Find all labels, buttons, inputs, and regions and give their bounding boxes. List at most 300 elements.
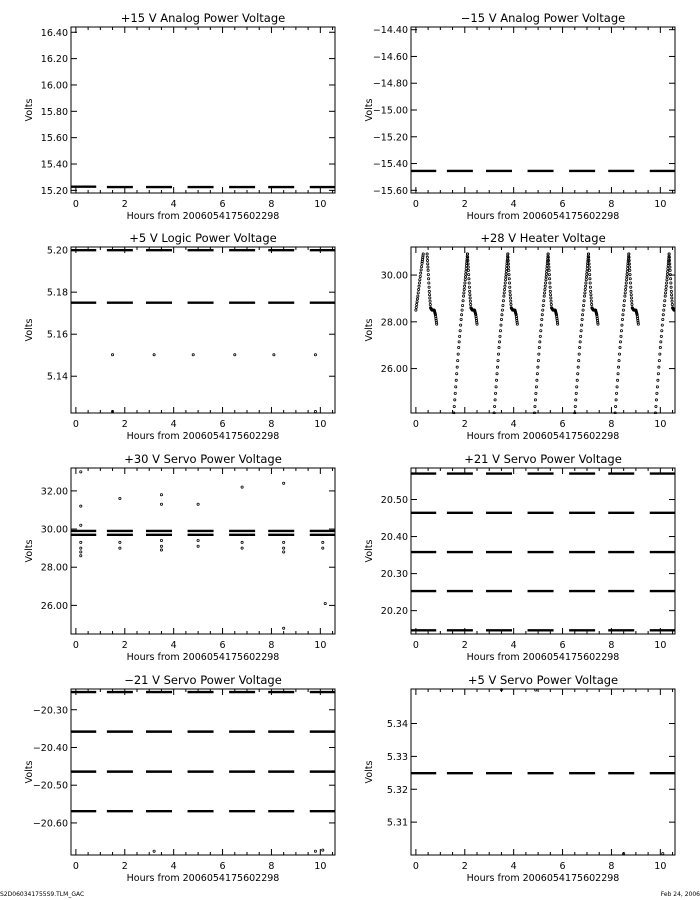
chart-title: +5 V Servo Power Voltage bbox=[467, 673, 619, 687]
data-point bbox=[460, 318, 462, 320]
y-tick-label: −20.40 bbox=[32, 742, 68, 754]
data-point bbox=[469, 297, 471, 299]
data-point bbox=[458, 341, 460, 343]
data-point bbox=[542, 304, 544, 306]
y-tick-label: 20.30 bbox=[380, 569, 408, 581]
data-point bbox=[670, 282, 672, 284]
data-point bbox=[160, 539, 162, 541]
data-point bbox=[324, 602, 326, 604]
chart-panel-2 bbox=[364, 11, 676, 222]
data-point bbox=[534, 399, 536, 401]
data-point bbox=[455, 379, 457, 381]
data-point bbox=[676, 313, 678, 315]
data-point bbox=[677, 319, 679, 321]
data-point bbox=[580, 335, 582, 337]
chart-title: +15 V Analog Power Voltage bbox=[120, 11, 286, 25]
data-point bbox=[466, 253, 468, 255]
x-tick-label: 2 bbox=[121, 640, 128, 651]
x-tick-label: 2 bbox=[461, 861, 468, 872]
data-point bbox=[671, 300, 673, 302]
data-point bbox=[578, 360, 580, 362]
data-point bbox=[422, 253, 424, 255]
data-point bbox=[670, 286, 672, 288]
data-point bbox=[426, 256, 428, 258]
x-tick-label: 8 bbox=[608, 640, 615, 651]
data-point bbox=[419, 279, 421, 281]
data-point bbox=[579, 346, 581, 348]
y-tick-label: −14.80 bbox=[372, 78, 408, 90]
data-point bbox=[314, 410, 316, 412]
data-point bbox=[283, 547, 285, 549]
data-point bbox=[499, 330, 501, 332]
footer-file-id: S2D060341755S9.TLM_GAC bbox=[0, 891, 85, 898]
data-point bbox=[507, 253, 509, 255]
x-tick-label: 4 bbox=[170, 640, 177, 651]
data-point bbox=[462, 295, 464, 297]
data-point bbox=[660, 335, 662, 337]
y-tick-label: 30.00 bbox=[380, 270, 408, 282]
data-point bbox=[468, 282, 470, 284]
y-tick-label: 5.31 bbox=[386, 817, 408, 829]
data-point bbox=[661, 324, 663, 326]
x-tick-label: 0 bbox=[412, 861, 419, 872]
data-point bbox=[676, 311, 678, 313]
data-point bbox=[470, 303, 472, 305]
data-point bbox=[622, 309, 624, 311]
data-point bbox=[657, 373, 659, 375]
data-point bbox=[508, 278, 510, 280]
x-tick-label: 6 bbox=[219, 199, 226, 210]
data-point bbox=[153, 850, 155, 852]
data-point bbox=[428, 290, 430, 292]
data-point bbox=[542, 309, 544, 311]
data-point bbox=[455, 386, 457, 388]
x-tick-label: 4 bbox=[170, 861, 177, 872]
y-axis-label: Volts bbox=[24, 318, 35, 342]
data-point bbox=[234, 354, 236, 356]
data-point bbox=[457, 353, 459, 355]
y-tick-label: 20.20 bbox=[380, 606, 408, 618]
y-tick-label: 20.40 bbox=[380, 532, 408, 544]
data-point bbox=[283, 551, 285, 553]
data-point bbox=[119, 547, 121, 549]
data-point bbox=[314, 354, 316, 356]
x-tick-label: 2 bbox=[121, 861, 128, 872]
y-axis-label: Volts bbox=[24, 98, 35, 122]
chart-title: −15 V Analog Power Voltage bbox=[460, 11, 626, 25]
y-tick-label: 28.00 bbox=[40, 562, 68, 574]
data-point bbox=[615, 392, 617, 394]
data-marks bbox=[70, 692, 336, 852]
data-point bbox=[495, 379, 497, 381]
data-point bbox=[660, 341, 662, 343]
data-point bbox=[655, 399, 657, 401]
x-tick-label: 10 bbox=[314, 419, 327, 430]
x-tick-label: 6 bbox=[219, 419, 226, 430]
data-point bbox=[465, 273, 467, 275]
data-point bbox=[615, 405, 617, 407]
data-point bbox=[535, 689, 537, 691]
data-point bbox=[624, 292, 626, 294]
data-point bbox=[505, 270, 507, 272]
x-tick-label: 0 bbox=[72, 861, 79, 872]
data-point bbox=[662, 318, 664, 320]
data-point bbox=[585, 282, 587, 284]
data-point bbox=[314, 850, 316, 852]
data-point bbox=[497, 360, 499, 362]
data-point bbox=[657, 379, 659, 381]
data-point bbox=[427, 263, 429, 265]
data-point bbox=[658, 360, 660, 362]
data-point bbox=[585, 276, 587, 278]
data-point bbox=[111, 354, 113, 356]
chart-panel-5 bbox=[24, 452, 336, 663]
x-axis-label: Hours from 2006054175602298 bbox=[126, 652, 280, 663]
x-tick-label: 8 bbox=[608, 199, 615, 210]
y-tick-label: 16.40 bbox=[40, 27, 68, 39]
data-point bbox=[664, 292, 666, 294]
data-point bbox=[597, 323, 599, 325]
data-point bbox=[620, 330, 622, 332]
data-point bbox=[675, 310, 677, 312]
data-point bbox=[548, 273, 550, 275]
x-axis-label: Hours from 2006054175602298 bbox=[466, 211, 620, 222]
data-point bbox=[467, 266, 469, 268]
data-point bbox=[153, 354, 155, 356]
data-point bbox=[508, 282, 510, 284]
data-point bbox=[576, 379, 578, 381]
chart-panel-3 bbox=[24, 231, 336, 442]
data-point bbox=[535, 386, 537, 388]
data-point bbox=[463, 285, 465, 287]
data-point bbox=[428, 286, 430, 288]
data-point bbox=[658, 366, 660, 368]
data-point bbox=[494, 399, 496, 401]
data-point bbox=[666, 279, 668, 281]
x-tick-label: 8 bbox=[608, 419, 615, 430]
data-point bbox=[619, 341, 621, 343]
data-point bbox=[544, 285, 546, 287]
data-point bbox=[581, 324, 583, 326]
data-point bbox=[580, 330, 582, 332]
y-tick-label: −15.40 bbox=[372, 159, 408, 171]
data-point bbox=[583, 300, 585, 302]
x-tick-label: 6 bbox=[219, 861, 226, 872]
data-point bbox=[550, 303, 552, 305]
data-marks bbox=[410, 474, 676, 631]
data-point bbox=[550, 297, 552, 299]
data-point bbox=[536, 373, 538, 375]
data-point bbox=[510, 300, 512, 302]
data-point bbox=[626, 276, 628, 278]
chart-title: +28 V Heater Voltage bbox=[480, 231, 606, 245]
x-tick-label: 2 bbox=[121, 199, 128, 210]
data-point bbox=[497, 353, 499, 355]
data-point bbox=[625, 285, 627, 287]
data-point bbox=[541, 314, 543, 316]
x-tick-label: 2 bbox=[461, 640, 468, 651]
data-point bbox=[655, 405, 657, 407]
y-axis-label: Volts bbox=[364, 98, 375, 122]
x-tick-label: 4 bbox=[510, 640, 517, 651]
data-point bbox=[498, 346, 500, 348]
data-point bbox=[544, 288, 546, 290]
data-point bbox=[548, 266, 550, 268]
data-point bbox=[585, 279, 587, 281]
data-point bbox=[80, 541, 82, 543]
data-point bbox=[540, 330, 542, 332]
data-point bbox=[503, 292, 505, 294]
data-point bbox=[499, 335, 501, 337]
chart-panel-6 bbox=[364, 452, 676, 663]
x-axis-label: Hours from 2006054175602298 bbox=[126, 211, 280, 222]
x-tick-label: 2 bbox=[461, 419, 468, 430]
data-point bbox=[469, 294, 471, 296]
data-point bbox=[80, 505, 82, 507]
footer-date: Feb 24, 2006 bbox=[660, 891, 700, 898]
data-point bbox=[428, 294, 430, 296]
data-point bbox=[618, 353, 620, 355]
data-point bbox=[80, 471, 82, 473]
data-point bbox=[494, 392, 496, 394]
data-point bbox=[621, 324, 623, 326]
data-point bbox=[461, 314, 463, 316]
data-point bbox=[630, 286, 632, 288]
x-tick-label: 10 bbox=[654, 640, 667, 651]
data-point bbox=[503, 295, 505, 297]
data-point bbox=[510, 303, 512, 305]
data-point bbox=[624, 288, 626, 290]
data-point bbox=[663, 304, 665, 306]
y-tick-label: 26.00 bbox=[40, 600, 68, 612]
data-point bbox=[544, 282, 546, 284]
data-point bbox=[669, 266, 671, 268]
data-point bbox=[543, 300, 545, 302]
data-point bbox=[197, 503, 199, 505]
data-point bbox=[666, 276, 668, 278]
data-point bbox=[416, 303, 418, 305]
data-point bbox=[429, 303, 431, 305]
x-tick-label: 6 bbox=[559, 199, 566, 210]
data-point bbox=[429, 297, 431, 299]
data-point bbox=[80, 555, 82, 557]
data-point bbox=[498, 341, 500, 343]
data-point bbox=[539, 335, 541, 337]
data-point bbox=[622, 314, 624, 316]
data-point bbox=[197, 539, 199, 541]
data-point bbox=[629, 282, 631, 284]
data-point bbox=[461, 309, 463, 311]
data-point bbox=[631, 303, 633, 305]
data-point bbox=[539, 341, 541, 343]
x-tick-label: 8 bbox=[608, 861, 615, 872]
y-axis-label: Volts bbox=[24, 539, 35, 563]
data-marks bbox=[70, 250, 336, 412]
data-point bbox=[463, 288, 465, 290]
data-point bbox=[576, 386, 578, 388]
data-point bbox=[574, 405, 576, 407]
data-point bbox=[590, 290, 592, 292]
chart-panel-8 bbox=[364, 673, 676, 884]
data-point bbox=[463, 292, 465, 294]
data-point bbox=[617, 366, 619, 368]
data-point bbox=[426, 253, 428, 255]
data-point bbox=[419, 275, 421, 277]
x-axis-label: Hours from 2006054175602298 bbox=[466, 873, 620, 884]
data-point bbox=[628, 266, 630, 268]
x-tick-label: 8 bbox=[268, 640, 275, 651]
data-point bbox=[662, 314, 664, 316]
data-point bbox=[537, 366, 539, 368]
x-axis-label: Hours from 2006054175602298 bbox=[466, 431, 620, 442]
y-tick-label: 15.20 bbox=[40, 185, 68, 197]
data-point bbox=[626, 270, 628, 272]
data-point bbox=[557, 323, 559, 325]
data-point bbox=[549, 290, 551, 292]
data-point bbox=[667, 270, 669, 272]
data-point bbox=[617, 373, 619, 375]
data-point bbox=[618, 360, 620, 362]
data-point bbox=[502, 300, 504, 302]
data-point bbox=[273, 354, 275, 356]
data-point bbox=[464, 276, 466, 278]
data-point bbox=[656, 386, 658, 388]
data-point bbox=[505, 273, 507, 275]
y-tick-label: 26.00 bbox=[380, 364, 408, 376]
data-point bbox=[540, 324, 542, 326]
data-point bbox=[582, 314, 584, 316]
x-tick-label: 0 bbox=[412, 640, 419, 651]
data-point bbox=[581, 318, 583, 320]
data-marks bbox=[410, 689, 676, 855]
data-point bbox=[465, 270, 467, 272]
data-point bbox=[469, 290, 471, 292]
x-tick-label: 8 bbox=[268, 419, 275, 430]
data-point bbox=[428, 282, 430, 284]
chart-panel-1 bbox=[24, 11, 336, 222]
data-point bbox=[550, 300, 552, 302]
data-point bbox=[509, 290, 511, 292]
y-tick-label: −15.00 bbox=[372, 105, 408, 117]
data-point bbox=[538, 346, 540, 348]
y-tick-label: 5.32 bbox=[386, 784, 408, 796]
data-point bbox=[668, 253, 670, 255]
data-point bbox=[616, 379, 618, 381]
data-point bbox=[500, 324, 502, 326]
x-tick-label: 10 bbox=[314, 861, 327, 872]
data-point bbox=[543, 295, 545, 297]
data-point bbox=[509, 297, 511, 299]
chart-panel-7 bbox=[24, 673, 336, 884]
data-point bbox=[507, 266, 509, 268]
data-point bbox=[577, 366, 579, 368]
data-point bbox=[615, 399, 617, 401]
data-point bbox=[468, 273, 470, 275]
x-tick-label: 4 bbox=[510, 419, 517, 430]
data-point bbox=[538, 353, 540, 355]
data-point bbox=[508, 273, 510, 275]
data-point bbox=[416, 298, 418, 300]
data-point bbox=[415, 306, 417, 308]
data-point bbox=[322, 849, 324, 851]
data-point bbox=[589, 286, 591, 288]
data-point bbox=[469, 300, 471, 302]
data-point bbox=[661, 330, 663, 332]
data-point bbox=[582, 309, 584, 311]
data-point bbox=[495, 386, 497, 388]
data-point bbox=[418, 288, 420, 290]
data-point bbox=[453, 405, 455, 407]
data-point bbox=[509, 286, 511, 288]
data-point bbox=[586, 270, 588, 272]
chart-panel-4 bbox=[364, 231, 680, 442]
chart-title: +30 V Servo Power Voltage bbox=[124, 452, 282, 466]
data-point bbox=[504, 285, 506, 287]
data-point bbox=[417, 295, 419, 297]
data-point bbox=[582, 304, 584, 306]
data-point bbox=[671, 303, 673, 305]
data-point bbox=[549, 278, 551, 280]
data-point bbox=[588, 269, 590, 271]
data-point bbox=[584, 285, 586, 287]
data-point bbox=[420, 266, 422, 268]
data-point bbox=[457, 360, 459, 362]
data-point bbox=[630, 297, 632, 299]
chart-title: +5 V Logic Power Voltage bbox=[129, 231, 277, 245]
data-point bbox=[625, 282, 627, 284]
data-point bbox=[119, 497, 121, 499]
x-tick-label: 4 bbox=[510, 861, 517, 872]
data-point bbox=[535, 392, 537, 394]
data-point bbox=[322, 541, 324, 543]
data-point bbox=[505, 276, 507, 278]
data-point bbox=[549, 294, 551, 296]
y-tick-label: 16.00 bbox=[40, 80, 68, 92]
y-tick-label: 5.20 bbox=[46, 245, 68, 257]
data-point bbox=[676, 314, 678, 316]
data-point bbox=[659, 346, 661, 348]
data-point bbox=[192, 354, 194, 356]
data-point bbox=[464, 282, 466, 284]
data-point bbox=[669, 269, 671, 271]
y-tick-label: 16.20 bbox=[40, 54, 68, 66]
data-point bbox=[505, 279, 507, 281]
data-point bbox=[536, 379, 538, 381]
data-point bbox=[418, 282, 420, 284]
data-point bbox=[665, 288, 667, 290]
data-point bbox=[629, 278, 631, 280]
data-point bbox=[663, 309, 665, 311]
data-point bbox=[671, 297, 673, 299]
y-axis-label: Volts bbox=[364, 539, 375, 563]
data-point bbox=[464, 279, 466, 281]
data-point bbox=[678, 323, 680, 325]
data-point bbox=[665, 282, 667, 284]
y-axis-label: Volts bbox=[24, 760, 35, 784]
y-tick-label: 15.80 bbox=[40, 106, 68, 118]
y-tick-label: −15.60 bbox=[372, 185, 408, 197]
plot-frame bbox=[411, 27, 675, 193]
data-point bbox=[629, 269, 631, 271]
data-point bbox=[549, 286, 551, 288]
y-tick-label: 5.14 bbox=[46, 371, 68, 383]
y-tick-label: 28.00 bbox=[380, 317, 408, 329]
x-tick-label: 6 bbox=[559, 419, 566, 430]
chart-title: −21 V Servo Power Voltage bbox=[124, 673, 282, 687]
data-point bbox=[504, 282, 506, 284]
x-tick-label: 10 bbox=[654, 861, 667, 872]
data-point bbox=[587, 253, 589, 255]
